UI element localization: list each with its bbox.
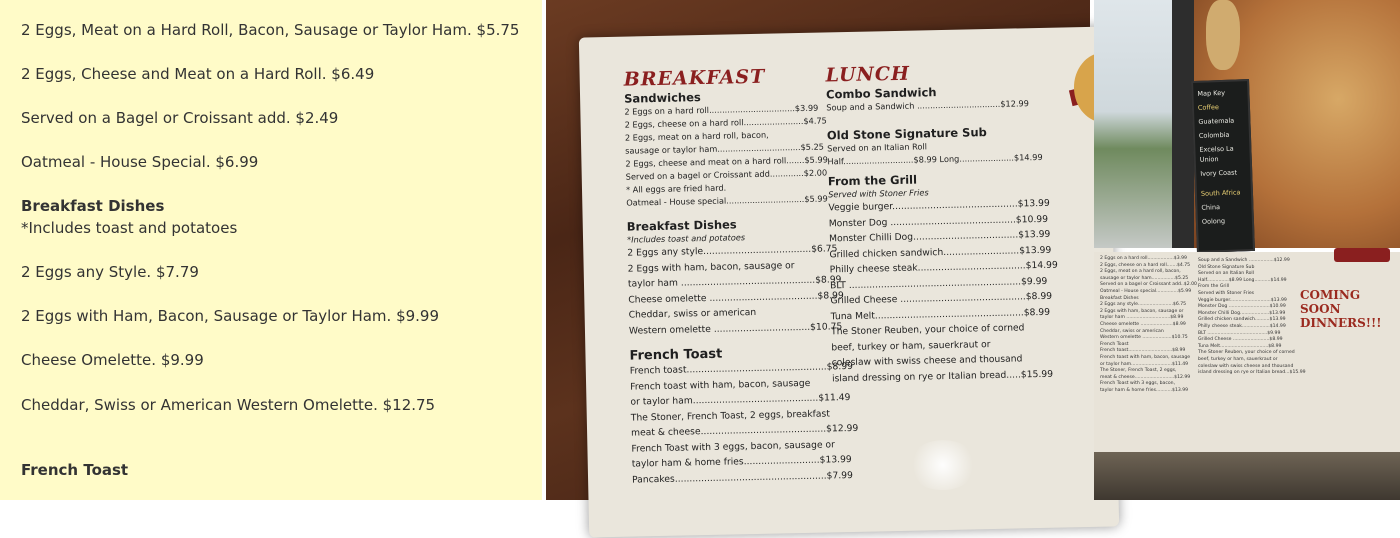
sandwiches-list xyxy=(624,102,828,210)
menu-item-line: taylor ham & home fries..........................$13.99 xyxy=(631,453,852,470)
menu-item-line: beef, turkey or ham, sauerkraut or xyxy=(831,338,991,353)
chalk-line: China xyxy=(1201,203,1221,212)
breakfast-dishes-list xyxy=(627,242,844,339)
combo-heading: Combo Sandwich xyxy=(825,85,937,102)
menu-item-line: sausage or taylor ham................$5.25 xyxy=(1100,275,1189,281)
menu-item-line: Tuna Melt...................................................$8.99 xyxy=(830,306,1051,322)
menu-item-line: 2 Eggs, cheese on a hard roll.......$4.75 xyxy=(1100,262,1191,268)
menu-item-line: Western omelette .................................$10.75 xyxy=(628,320,843,337)
section-heading: Breakfast Dishes xyxy=(21,197,165,215)
menu-item-line: 2 Eggs, cheese on a hard roll.......................$4.75 xyxy=(624,115,827,130)
menu-item-line: The Stoner, French Toast, 2 eggs, xyxy=(1100,368,1177,374)
menu-line: Oatmeal - House Special. $6.99 xyxy=(21,153,259,171)
grill-note: Served with Stoner Fries xyxy=(828,187,929,200)
chalk-line: Colombia xyxy=(1198,130,1230,140)
menu-item-line: meat & cheese...........................................$12.99 xyxy=(631,422,859,439)
menu-item-line: Served on an Italian Roll xyxy=(827,141,928,154)
window-frame xyxy=(1172,0,1194,248)
breakfast-dishes-note: *Includes toast and potatoes xyxy=(626,232,746,245)
breakfast-dishes-heading: Breakfast Dishes xyxy=(626,217,737,234)
menu-item-line: Philly cheese steak...................$14.99 xyxy=(1198,323,1286,329)
chalk-line: Guatemala xyxy=(1198,116,1235,126)
menu-item-line: 2 Eggs, meat on a hard roll, bacon, xyxy=(1100,269,1181,275)
menu-item-line: Tuna Melt.................................$8.99 xyxy=(1198,343,1282,349)
menu-item-line: French Toast xyxy=(1100,341,1129,347)
section-heading: French Toast xyxy=(21,461,129,479)
menu-item-line: Soup and a Sandwich .................$12.99 xyxy=(1198,258,1290,263)
menu-item-line: Cheddar, swiss or american xyxy=(628,306,757,321)
menu-text-panel xyxy=(0,0,542,500)
menu-item-line: Monster Dog ...........................................$10.99 xyxy=(828,213,1049,229)
breakfast-column xyxy=(623,65,859,488)
giraffe-figurine xyxy=(1206,0,1240,70)
menu-item-line: 2 Eggs any style.....................................$6.75 xyxy=(627,243,838,259)
map-wall-photo xyxy=(1094,0,1400,248)
menu-item-line: French toast with ham, bacon, sausage xyxy=(630,377,811,393)
lunch-column xyxy=(825,60,1062,387)
menu-item-line: Cheese omelette .....................................$8.99 xyxy=(628,289,844,306)
menu-photo xyxy=(546,0,1090,500)
menu-line: Cheddar, Swiss or American Western Omelette. $12.75 xyxy=(21,396,436,414)
menu-item-line: Served on a bagel or Croissant add.............$2.00 xyxy=(625,167,828,182)
menu-item-line: Grilled Cheese ...........................................$8.99 xyxy=(830,290,1053,307)
sandwiches-heading: Sandwiches xyxy=(623,90,701,106)
menu-item-line: French toast..............................$8.99 xyxy=(1100,348,1186,354)
light-glare xyxy=(907,439,978,490)
menu-sheet xyxy=(579,27,1119,538)
breakfast-title: BREAKFAST xyxy=(623,65,766,91)
menu-item-line: Monster Dog ............................$10.99 xyxy=(1198,304,1286,310)
grill-list xyxy=(828,196,1062,387)
menu-item-line: Half...........................$8.99 Long.....................$14.99 xyxy=(827,151,1043,167)
window xyxy=(1094,0,1172,248)
menu-line: 2 Eggs any Style. $7.79 xyxy=(21,263,199,281)
menu-item-line: 2 Eggs with ham, bacon, sausage or xyxy=(1100,308,1184,314)
sub-list xyxy=(827,138,1057,169)
menu-item-line: The Stoner Reuben, your choice of corned xyxy=(1198,350,1295,356)
menu-item-line: Served with Stoner Fries xyxy=(1198,290,1255,296)
menu-item-line: Old Stone Signature Sub xyxy=(1198,264,1255,270)
menu-item-line: Grilled chicken sandwich..........................$13.99 xyxy=(829,244,1052,260)
menu-item-line: Monster Chilli Dog....................................$13.99 xyxy=(828,228,1051,245)
menu-item-line: Soup and a Sandwich ................................$12.99 xyxy=(826,98,1030,113)
closeup-left-column xyxy=(1100,256,1197,394)
chalk-line: Coffee xyxy=(1197,103,1220,112)
menu-item-line: Grilled chicken sandwich..........$13.99 xyxy=(1198,317,1286,323)
menu-item-line: or taylor ham............................$11.49 xyxy=(1100,361,1189,367)
lunch-title: LUNCH xyxy=(825,62,911,87)
menu-item-line: Veggie burger...........................................$13.99 xyxy=(828,197,1050,214)
menu-item-line: French Toast with 3 eggs, bacon, sausage or xyxy=(631,438,835,455)
menu-line: 2 Eggs, Cheese and Meat on a Hard Roll. $6.49 xyxy=(21,65,375,83)
chalkboard xyxy=(1191,79,1255,253)
menu-item-line: BLT .........................................$9.99 xyxy=(1198,330,1281,336)
chalk-line: Ivory Coast xyxy=(1200,168,1238,178)
menu-line: 2 Eggs with Ham, Bacon, Sausage or Taylor Ham. $9.99 xyxy=(21,307,440,325)
menu-item-line: * All eggs are fried hard. xyxy=(625,182,727,195)
menu-item-line: Western omelette ....................$10.75 xyxy=(1100,335,1188,341)
menu-item-line: Philly cheese steak.....................................$14.99 xyxy=(829,259,1058,276)
section-note: *Includes toast and potatoes xyxy=(21,219,238,237)
french-toast-list xyxy=(629,360,859,488)
menu-item-line: Served on a bagel or Croissant add..$2.00 xyxy=(1100,282,1197,288)
french-toast-heading: French Toast xyxy=(629,346,723,364)
coming-soon-line: SOON xyxy=(1300,302,1341,316)
coming-soon-text xyxy=(1300,288,1382,330)
menu-item-line: or taylor ham...........................................$11.49 xyxy=(630,391,851,408)
menu-item-line: Pancakes....................................................$7.99 xyxy=(631,469,854,486)
granite-counter xyxy=(1094,452,1400,500)
menu-line: Cheese Omelette. $9.99 xyxy=(21,351,204,369)
logo-ribbon xyxy=(1334,248,1390,262)
menu-sheet-closeup xyxy=(1094,252,1400,452)
menu-item-line: Cheese omelette ......................$8.99 xyxy=(1100,321,1186,327)
menu-item-line: The Stoner Reuben, your choice of corned xyxy=(830,322,1025,338)
menu-item-line: From the Grill xyxy=(1198,284,1230,290)
menu-item-line: BLT ...........................................................$9.99 xyxy=(829,275,1048,291)
menu-item-line: Oatmeal - House special..............................$5.99 xyxy=(626,193,828,208)
menu-item-line: Oatmeal - House special...............$5.99 xyxy=(1100,288,1192,294)
menu-item-line: French Toast with 3 eggs, bacon, xyxy=(1100,381,1176,387)
menu-item-line: 2 Eggs, meat on a hard roll, bacon, xyxy=(624,129,769,143)
menu-item-line: French toast with ham, bacon, sausage xyxy=(1100,354,1191,360)
menu-item-line: Half...............$8.99 Long...........$14.99 xyxy=(1198,277,1287,283)
chalk-line: South Africa xyxy=(1200,188,1241,198)
menu-line: Served on a Bagel or Croissant add. $2.49 xyxy=(21,109,339,127)
menu-item-line: taylor ham ..............................................$8.99 xyxy=(627,274,842,290)
menu-item-line: Grilled Cheese .........................$8.99 xyxy=(1198,337,1283,343)
menu-line: 2 Eggs, Meat on a Hard Roll, Bacon, Sausage or Taylor Ham. $5.75 xyxy=(21,21,520,39)
sub-heading: Old Stone Signature Sub xyxy=(826,125,987,143)
menu-item-line: 2 Eggs on a hard roll.................................$3.99 xyxy=(624,102,819,117)
menu-item-line: coleslaw with swiss cheese and thousand xyxy=(1198,363,1294,369)
menu-item-line: Served on an Italian Roll xyxy=(1198,271,1254,277)
chalk-line: Oolong xyxy=(1201,216,1226,226)
menu-item-line: taylor ham & home fries...........$13.99 xyxy=(1100,387,1189,393)
menu-item-line: Veggie burger............................$13.99 xyxy=(1198,297,1287,303)
menu-item-line: taylor ham ..............................$8.99 xyxy=(1100,315,1184,321)
menu-item-line: Cheddar, swiss or american xyxy=(1100,328,1164,334)
menu-item-line: 2 Eggs on a hard roll..................$3.99 xyxy=(1100,256,1187,261)
menu-item-line: island dressing on rye or Italian bread.....$15.99 xyxy=(831,368,1054,384)
menu-item-line: 2 Eggs any style........................$6.75 xyxy=(1100,302,1187,308)
menu-item-line: Monster Chilli Dog....................$13.99 xyxy=(1198,310,1286,316)
menu-closeup-photo xyxy=(1094,252,1400,500)
coming-soon-line: DINNERS!!! xyxy=(1300,316,1382,330)
closeup-right-column xyxy=(1198,258,1306,377)
menu-item-line: The Stoner, French Toast, 2 eggs, breakfast xyxy=(630,407,830,424)
chalk-line: Excelso La Union xyxy=(1199,144,1234,164)
menu-item-line: French toast................................................$8.99 xyxy=(629,360,854,377)
menu-item-line: meat & cheese...........................$12.99 xyxy=(1100,374,1191,380)
menu-item-line: sausage or taylor ham................................$5.25 xyxy=(625,141,825,156)
chalk-line: Map Key xyxy=(1197,88,1226,98)
menu-item-line: 2 Eggs, cheese and meat on a hard roll.......$5.99 xyxy=(625,154,828,169)
menu-item-line: island dressing on rye or Italian bread...$15.99 xyxy=(1198,370,1306,376)
menu-item-line: beef, turkey or ham, sauerkraut or xyxy=(1198,356,1278,362)
menu-item-line: Breakfast Dishes xyxy=(1100,295,1139,301)
menu-item-line: 2 Eggs with ham, bacon, sausage or xyxy=(627,259,795,275)
grill-heading: From the Grill xyxy=(827,172,918,189)
coming-soon-line: COMING xyxy=(1300,288,1361,302)
menu-item-line: coleslaw with swiss cheese and thousand xyxy=(831,353,1023,369)
